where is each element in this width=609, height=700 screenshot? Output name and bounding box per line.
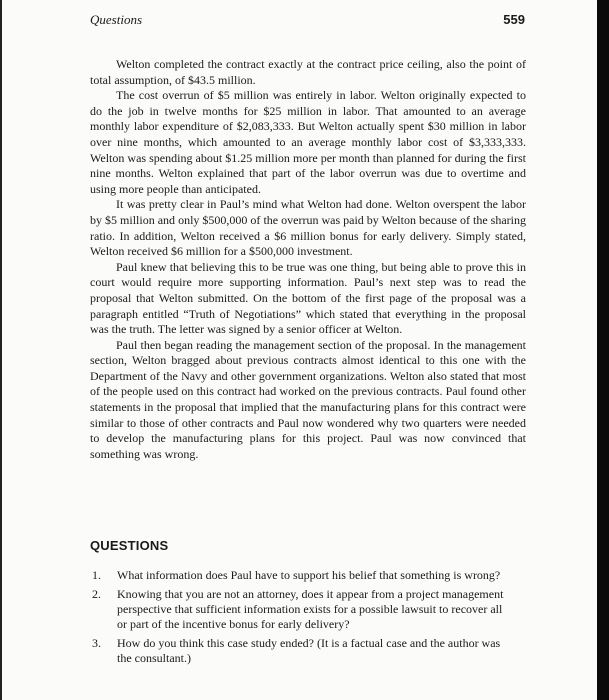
paragraph: It was pretty clear in Paul’s mind what Welton had done. Welton overspent the labor by $5 million and only $500,000 of the overrun was paid by Welton because of the sharing ratio. In addition, Welton received a $6 million bonus for early delivery. Simply stated, Welton received $6 million for a $500,000 investment. [90,197,526,259]
question-text: How do you think this case study ended? (It is a factual case and the author was the consultant.) [117,636,501,665]
paragraph: Paul then began reading the management section of the proposal. In the management section, Welton bragged about previous contracts almost identical to this one with the Department of the Navy and other government organizations. Welton also stated that most of the people used on this contract had worked on the previous contracts. Paul found other statements in the proposal that implied that the manufacturing plans for this contract were similar to those of other contracts and Paul now wondered why two quarters were needed to develop the manufacturing plans for this project. Paul was now convinced that something was wrong. [90,337,526,461]
paragraph: Welton completed the contract exactly at the contract price ceiling, also the point of total assumption, of $43.5 million. [90,57,526,87]
body-text [90,57,526,462]
page-left-edge [0,0,2,700]
question-item [90,568,510,583]
questions-heading: QUESTIONS [90,538,169,553]
question-number: 3. [92,636,101,650]
page-right-edge [597,0,609,700]
questions-list [90,568,510,670]
question-number: 2. [92,587,101,601]
running-head: Questions [90,12,142,27]
question-text: What information does Paul have to support his belief that something is wrong? [117,568,501,582]
question-item [90,636,510,666]
page-header [90,12,525,32]
question-item [90,587,510,632]
question-text: Knowing that you are not an attorney, does it appear from a project management perspective that sufficient information exists for a possible lawsuit to recover all or part of the incentive bonus for early delivery? [117,587,504,631]
paragraph: The cost overrun of $5 million was entirely in labor. Welton originally expected to do the job in twelve months for $25 million in labor. That amounted to an average monthly labor expenditure of $2,083,333. But Welton actually spent $30 million in labor over nine months, which amounted to an average monthly labor cost of $3,333,333. Welton was spending about $1.25 million more per month than planned for during the first nine months. Welton explained that part of the labor overrun was due to overtime and using more people than anticipated. [90,88,526,196]
question-number: 1. [92,568,101,582]
page-number: 559 [503,12,525,27]
paragraph: Paul knew that believing this to be true was one thing, but being able to prove this in court would require more supporting information. Paul’s next step was to read the proposal that Welton submitted. On the bottom of the first page of the proposal was a paragraph entitled “Truth of Negotiations” which stated that everything in the proposal was the truth. The letter was signed by a senior officer at Welton. [90,259,526,337]
